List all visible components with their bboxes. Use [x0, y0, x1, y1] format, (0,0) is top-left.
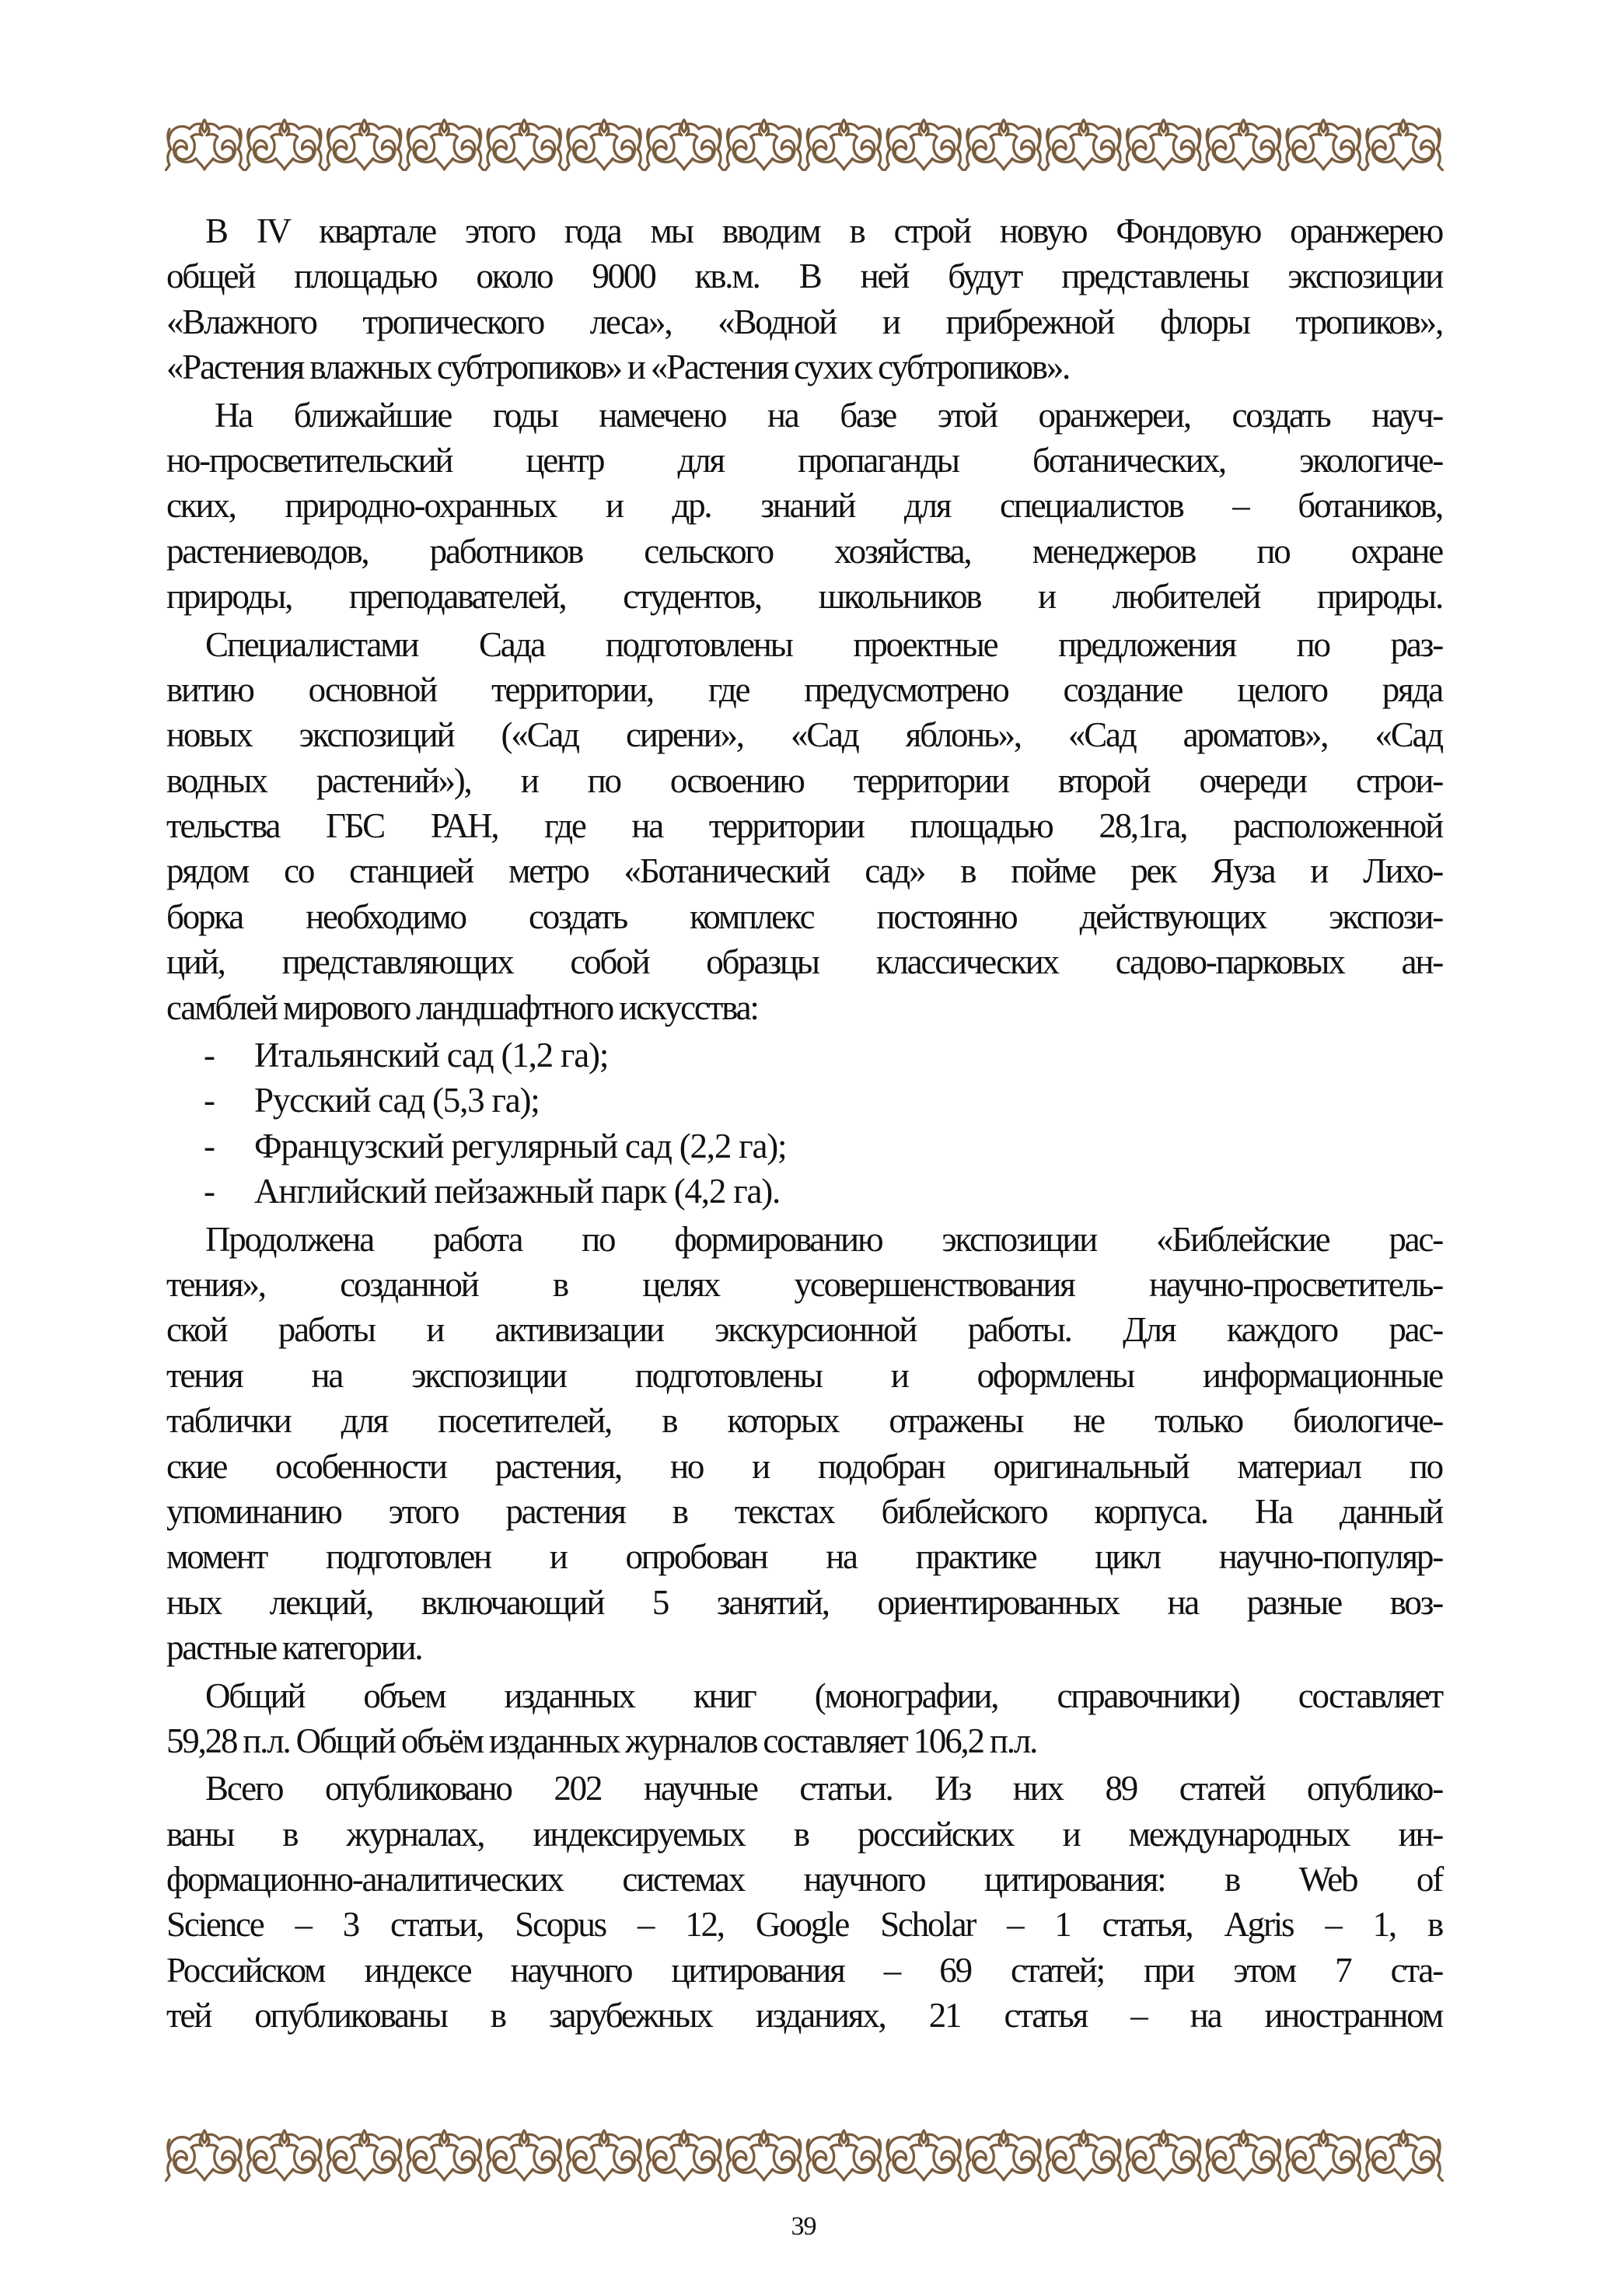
text-line: ской работы и активизации экскурсионной работы. Для каждого рас- — [166, 1310, 1442, 1350]
paragraph-biblical-plants — [166, 1217, 1442, 1671]
list-item — [166, 1078, 1442, 1123]
text-line: Всего опубликовано 202 научные статьи. Из них 89 статей опублико- — [205, 1769, 1442, 1808]
scroll-ornament-icon — [165, 2129, 1444, 2182]
list-bullet: - — [204, 1036, 215, 1075]
text-line: ных лекций, включающий 5 занятий, ориентированных на разные воз- — [166, 1582, 1442, 1622]
text-line: растениеводов, работников сельского хозяйства, менеджеров по охране — [166, 531, 1442, 571]
text-line: момент подготовлен и опробован на практике цикл научно-популяр- — [166, 1537, 1442, 1577]
text-line: новых экспозиций («Сад сирени», «Сад яблонь», «Сад ароматов», «Сад — [166, 715, 1442, 755]
text-line: витию основной территории, где предусмотрено создание целого ряда — [166, 669, 1442, 709]
text-line: рядом со станцией метро «Ботанический сад» в пойме рек Яуза и Лихо- — [166, 851, 1442, 891]
paragraph-education-center — [166, 393, 1442, 620]
scroll-ornament-icon — [165, 118, 1444, 171]
list-item — [166, 1124, 1442, 1169]
text-line: тельства ГБС РАН, где на территории площадью 28,1га, расположенной — [166, 806, 1442, 846]
text-line: тей опубликованы в зарубежных изданиях, 21 статья – на иностранном — [166, 1996, 1442, 2036]
paragraph-greenhouse — [166, 208, 1442, 390]
text-line: Science – 3 статьи, Scopus – 12, Google Scholar – 1 статья, Agris – 1, в — [166, 1905, 1442, 1945]
text-line: формационно-аналитических системах научного цитирования: в Web of — [166, 1860, 1442, 1899]
text-line: таблички для посетителей, в которых отражены не только биологиче- — [166, 1401, 1442, 1441]
paragraph-publication-volume — [166, 1673, 1442, 1764]
text-line: ские особенности растения, но и подобран оригинальный материал по — [166, 1446, 1442, 1486]
text-line: борка необходимо создать комплекс постоянно действующих экспози- — [166, 896, 1442, 936]
text-line: Специалистами Сада подготовлены проектные предложения по раз- — [205, 624, 1442, 664]
text-line: «Влажного тропического леса», «Водной и прибрежной флоры тропиков», — [166, 302, 1442, 341]
paragraph-territory-proposals — [166, 622, 1442, 1031]
text-line: В IV квартале этого года мы вводим в строй новую Фондовую оранжерею — [205, 211, 1442, 250]
list-item-text: Французский регулярный сад (2,2 га); — [254, 1126, 787, 1165]
text-line: тения на экспозиции подготовлены и оформлены информационные — [166, 1355, 1442, 1395]
list-item — [166, 1169, 1442, 1214]
text-line: Продолжена работа по формированию экспозиции «Библейские рас- — [205, 1219, 1442, 1259]
body-text — [166, 208, 1442, 2041]
paragraph-articles — [166, 1766, 1442, 2038]
text-line: ских, природно-охранных и др. знаний для специалистов – ботаников, — [166, 486, 1442, 526]
text-line: Общий объем изданных книг (монографии, справочники) составляет — [205, 1676, 1442, 1715]
text-line: ваны в журналах, индексируемых в российских и международных ин- — [166, 1814, 1442, 1854]
list-item-text: Английский пейзажный парк (4,2 га). — [254, 1172, 781, 1211]
text-line: но-просветительский центр для пропаганды ботанических, экологиче- — [166, 440, 1442, 480]
list-bullet: - — [204, 1081, 215, 1120]
top-ornament-border — [165, 118, 1444, 171]
list-item — [166, 1033, 1442, 1078]
list-item-text: Итальянский сад (1,2 га); — [254, 1036, 609, 1075]
text-line: самблей мирового ландшафтного искусства: — [166, 987, 758, 1027]
text-line: тения», созданной в целях усовершенствования научно-просветитель- — [166, 1264, 1442, 1304]
text-line: 59,28 п.л. Общий объём изданных журналов составляет 106,2 п.л. — [166, 1721, 1037, 1760]
text-line: растные категории. — [166, 1628, 422, 1668]
list-bullet: - — [204, 1126, 215, 1165]
text-line: «Растения влажных субтропиков» и «Растения сухих субтропиков». — [166, 348, 1070, 387]
list-bullet: - — [204, 1172, 215, 1211]
page-number: 39 — [791, 2212, 816, 2241]
text-line: На ближайшие годы намечено на базе этой оранжереи, создать науч- — [215, 395, 1442, 435]
text-line: природы, преподавателей, студентов, школьников и любителей природы. — [166, 577, 1442, 617]
text-line: водных растений»), и по освоению территории второй очереди строи- — [166, 760, 1442, 800]
garden-list — [166, 1033, 1442, 1214]
text-line: ций, представляющих собой образцы классических садово-парковых ан- — [166, 942, 1442, 982]
text-line: общей площадью около 9000 кв.м. В ней будут представлены экспозиции — [166, 257, 1442, 296]
bottom-ornament-border — [165, 2129, 1444, 2182]
text-line: упоминанию этого растения в текстах библейского корпуса. На данный — [166, 1491, 1442, 1531]
list-item-text: Русский сад (5,3 га); — [254, 1081, 540, 1120]
text-line: Российском индексе научного цитирования – 69 статей; при этом 7 ста- — [166, 1950, 1442, 1990]
